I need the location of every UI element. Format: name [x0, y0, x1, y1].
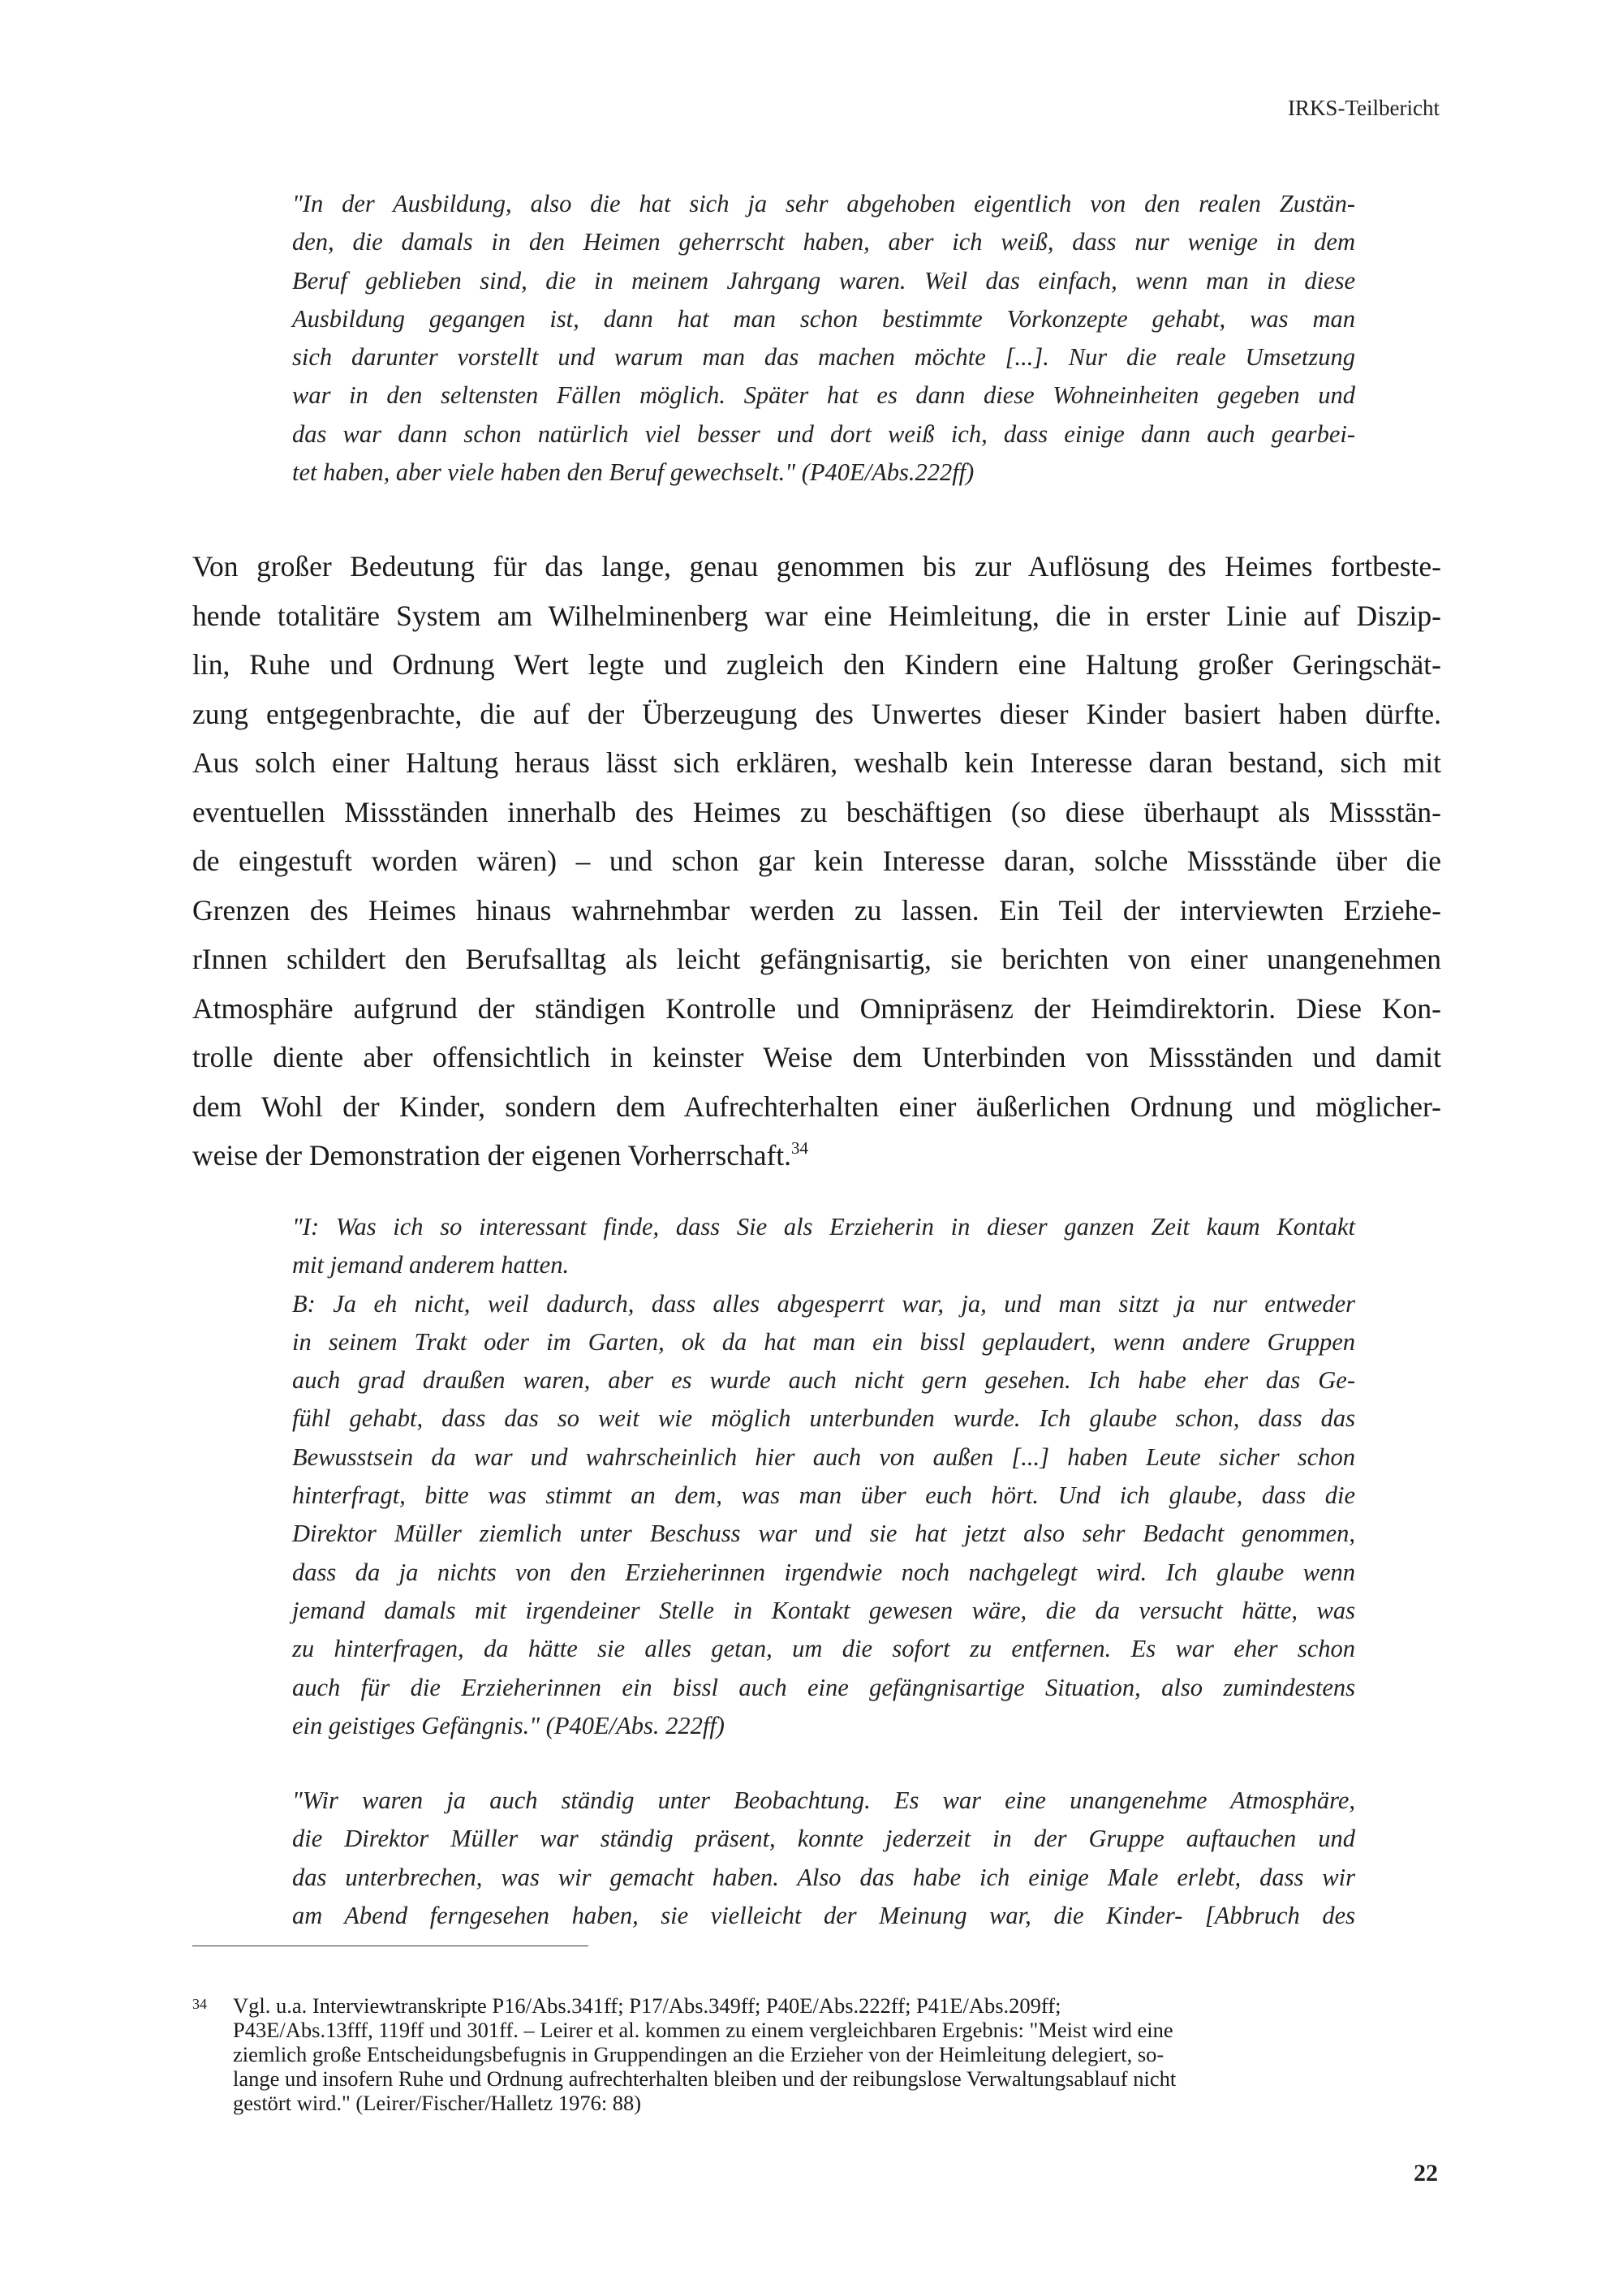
paragraph-last-line: [192, 1131, 1441, 1180]
quote-line: B: Ja eh nicht, weil dadurch, dass alles abgesperrt war, ja, und man sitzt ja nur entweder: [292, 1289, 1355, 1318]
paragraph-line: rInnen schildert den Berufsalltag als leicht gefängnisartig, sie berichten von einer unangenehmen: [192, 943, 1441, 975]
quote-line: hinterfragt, bitte was stimmt an dem, was man über euch hört. Und ich glaube, dass die: [292, 1481, 1355, 1510]
body-paragraph: [192, 542, 1441, 1180]
quote-line: Direktor Müller ziemlich unter Beschuss war und sie hat jetzt also sehr Bedacht genommen,: [292, 1520, 1355, 1548]
paragraph-line: de eingestuft worden wären) – und schon gar kein Interesse daran, solche Missstände über die: [192, 845, 1441, 877]
quote-line: tet haben, aber viele haben den Beruf gewechselt." (P40E/Abs.222ff): [292, 458, 975, 487]
block-quote-3: [292, 1782, 1355, 1935]
footnote-line: ziemlich große Entscheidungsbefugnis in Gruppendingen an die Erzieher von der Heimleitung delegiert, so-: [233, 2042, 1165, 2066]
quote-line: auch für die Erzieherinnen ein bissl auch eine gefängnisartige Situation, also zumindestens: [292, 1673, 1355, 1701]
footnote-line: lange und insofern Ruhe und Ordnung aufrechterhalten bleiben und der reibungslose Verwaltungsablauf nicht: [233, 2066, 1177, 2091]
quote-line: "In der Ausbildung, also die hat sich ja sehr abgehoben eigentlich von den realen Zustän-: [292, 190, 1355, 217]
quote-line: dass da ja nichts von den Erzieherinnen irgendwie noch nachgelegt wird. Ich glaube wenn: [292, 1558, 1355, 1586]
footnote-line: gestört wird." (Leirer/Fischer/Halletz 1976: 88): [233, 2091, 642, 2115]
quote-line: das unterbrechen, was wir gemacht haben. Also das habe ich einige Male erlebt, dass wir: [292, 1863, 1355, 1891]
quote-line: ein geistiges Gefängnis." (P40E/Abs. 222ff): [292, 1711, 725, 1739]
paragraph-line: Grenzen des Heimes hinaus wahrnehmbar werden zu lassen. Ein Teil der interviewten Erziehe-: [192, 893, 1441, 927]
footnote-line: P43E/Abs.13fff, 119ff und 301ff. – Leirer et al. kommen zu einem vergleichbaren Ergebnis: "Meist wird eine: [233, 2018, 1173, 2042]
quote-line: fühl gehabt, dass das so weit wie möglich unterbunden wurde. Ich glaube schon, dass das: [292, 1404, 1355, 1433]
quote-line: jemand damals mit irgendeiner Stelle in Kontakt gewesen wäre, die da versucht hätte, was: [292, 1596, 1355, 1624]
paragraph-line: dem Wohl der Kinder, sondern dem Aufrechterhalten einer äußerlichen Ordnung und möglicher-: [192, 1090, 1441, 1123]
quote-line: auch grad draußen waren, aber es wurde auch nicht gern gesehen. Ich habe eher das Ge-: [292, 1366, 1355, 1395]
page-number: 22: [1414, 2160, 1438, 2186]
paragraph-line-text: weise der Demonstration der eigenen Vorherrschaft.: [192, 1139, 792, 1172]
footnote-text: [233, 1993, 1434, 2115]
quote-line: Ausbildung gegangen ist, dann hat man schon bestimmte Vorkonzepte gehabt, was man: [292, 304, 1355, 333]
footnote-number: 34: [192, 1996, 207, 2012]
quote-line: "I: Was ich so interessant finde, dass Sie als Erzieherin in dieser ganzen Zeit kaum Kontakt: [292, 1213, 1355, 1240]
quote-line: Beruf geblieben sind, die in meinem Jahrgang waren. Weil das einfach, wenn man in diese: [292, 266, 1355, 295]
paragraph-line: Von großer Bedeutung für das lange, genau genommen bis zur Auflösung des Heimes fortbeste-: [192, 550, 1441, 583]
quote-line: am Abend ferngesehen haben, sie vielleicht der Meinung war, die Kinder- [Abbruch des: [292, 1901, 1355, 1929]
footnote-line: Vgl. u.a. Interviewtranskripte P16/Abs.341ff; P17/Abs.349ff; P40E/Abs.222ff; P41E/Abs.209ff;: [233, 1993, 1061, 2018]
paragraph-line: Atmosphäre aufgrund der ständigen Kontrolle und Omnipräsenz der Heimdirektorin. Diese Kon-: [192, 991, 1441, 1025]
quote-line: war in den seltensten Fällen möglich. Später hat es dann diese Wohneinheiten gegeben und: [292, 381, 1355, 410]
quote-line: mit jemand anderem hatten.: [292, 1251, 570, 1279]
paragraph-line: zung entgegenbrachte, die auf der Überzeugung des Unwertes dieser Kinder basiert haben dürfte.: [192, 697, 1441, 730]
quote-line: sich darunter vorstellt und warum man das machen möchte [...]. Nur die reale Umsetzung: [292, 343, 1355, 372]
paragraph-line: hende totalitäre System am Wilhelminenberg war eine Heimleitung, die in erster Linie auf Diszip-: [192, 599, 1441, 632]
quote-line: in seinem Trakt oder im Garten, ok da hat man ein bissl geplaudert, wenn andere Gruppen: [292, 1327, 1355, 1356]
paragraph-line: eventuellen Missständen innerhalb des Heimes zu beschäftigen (so diese überhaupt als Missstän-: [192, 795, 1441, 828]
quote-line: den, die damals in den Heimen geherrscht haben, aber ich weiß, dass nur wenige in dem: [292, 228, 1355, 256]
quote-line: das war dann schon natürlich viel besser und dort weiß ich, dass einige dann auch gearbei-: [292, 419, 1355, 448]
block-quote-1: [292, 185, 1355, 492]
footnote-reference[interactable]: 34: [791, 1138, 809, 1158]
block-quote-2: [292, 1208, 1355, 1745]
quote-line: zu hinterfragen, da hätte sie alles getan, um die sofort zu entfernen. Es war eher schon: [292, 1635, 1355, 1663]
quote-line: Bewusstsein da war und wahrscheinlich hier auch von außen [...] haben Leute sicher schon: [292, 1443, 1355, 1471]
quote-line: "Wir waren ja auch ständig unter Beobachtung. Es war eine unangenehme Atmosphäre,: [292, 1786, 1355, 1814]
running-header: IRKS-Teilbericht: [1287, 96, 1440, 120]
paragraph-line: lin, Ruhe und Ordnung Wert legte und zugleich den Kindern eine Haltung großer Geringschät-: [192, 648, 1441, 681]
quote-line: die Direktor Müller war ständig präsent, konnte jederzeit in der Gruppe auftauchen und: [292, 1825, 1355, 1853]
paragraph-line: trolle diente aber offensichtlich in keinster Weise dem Unterbinden von Missständen und damit: [192, 1041, 1441, 1073]
paragraph-line: Aus solch einer Haltung heraus lässt sich erklären, weshalb kein Interesse daran bestand, sich mit: [192, 746, 1441, 779]
